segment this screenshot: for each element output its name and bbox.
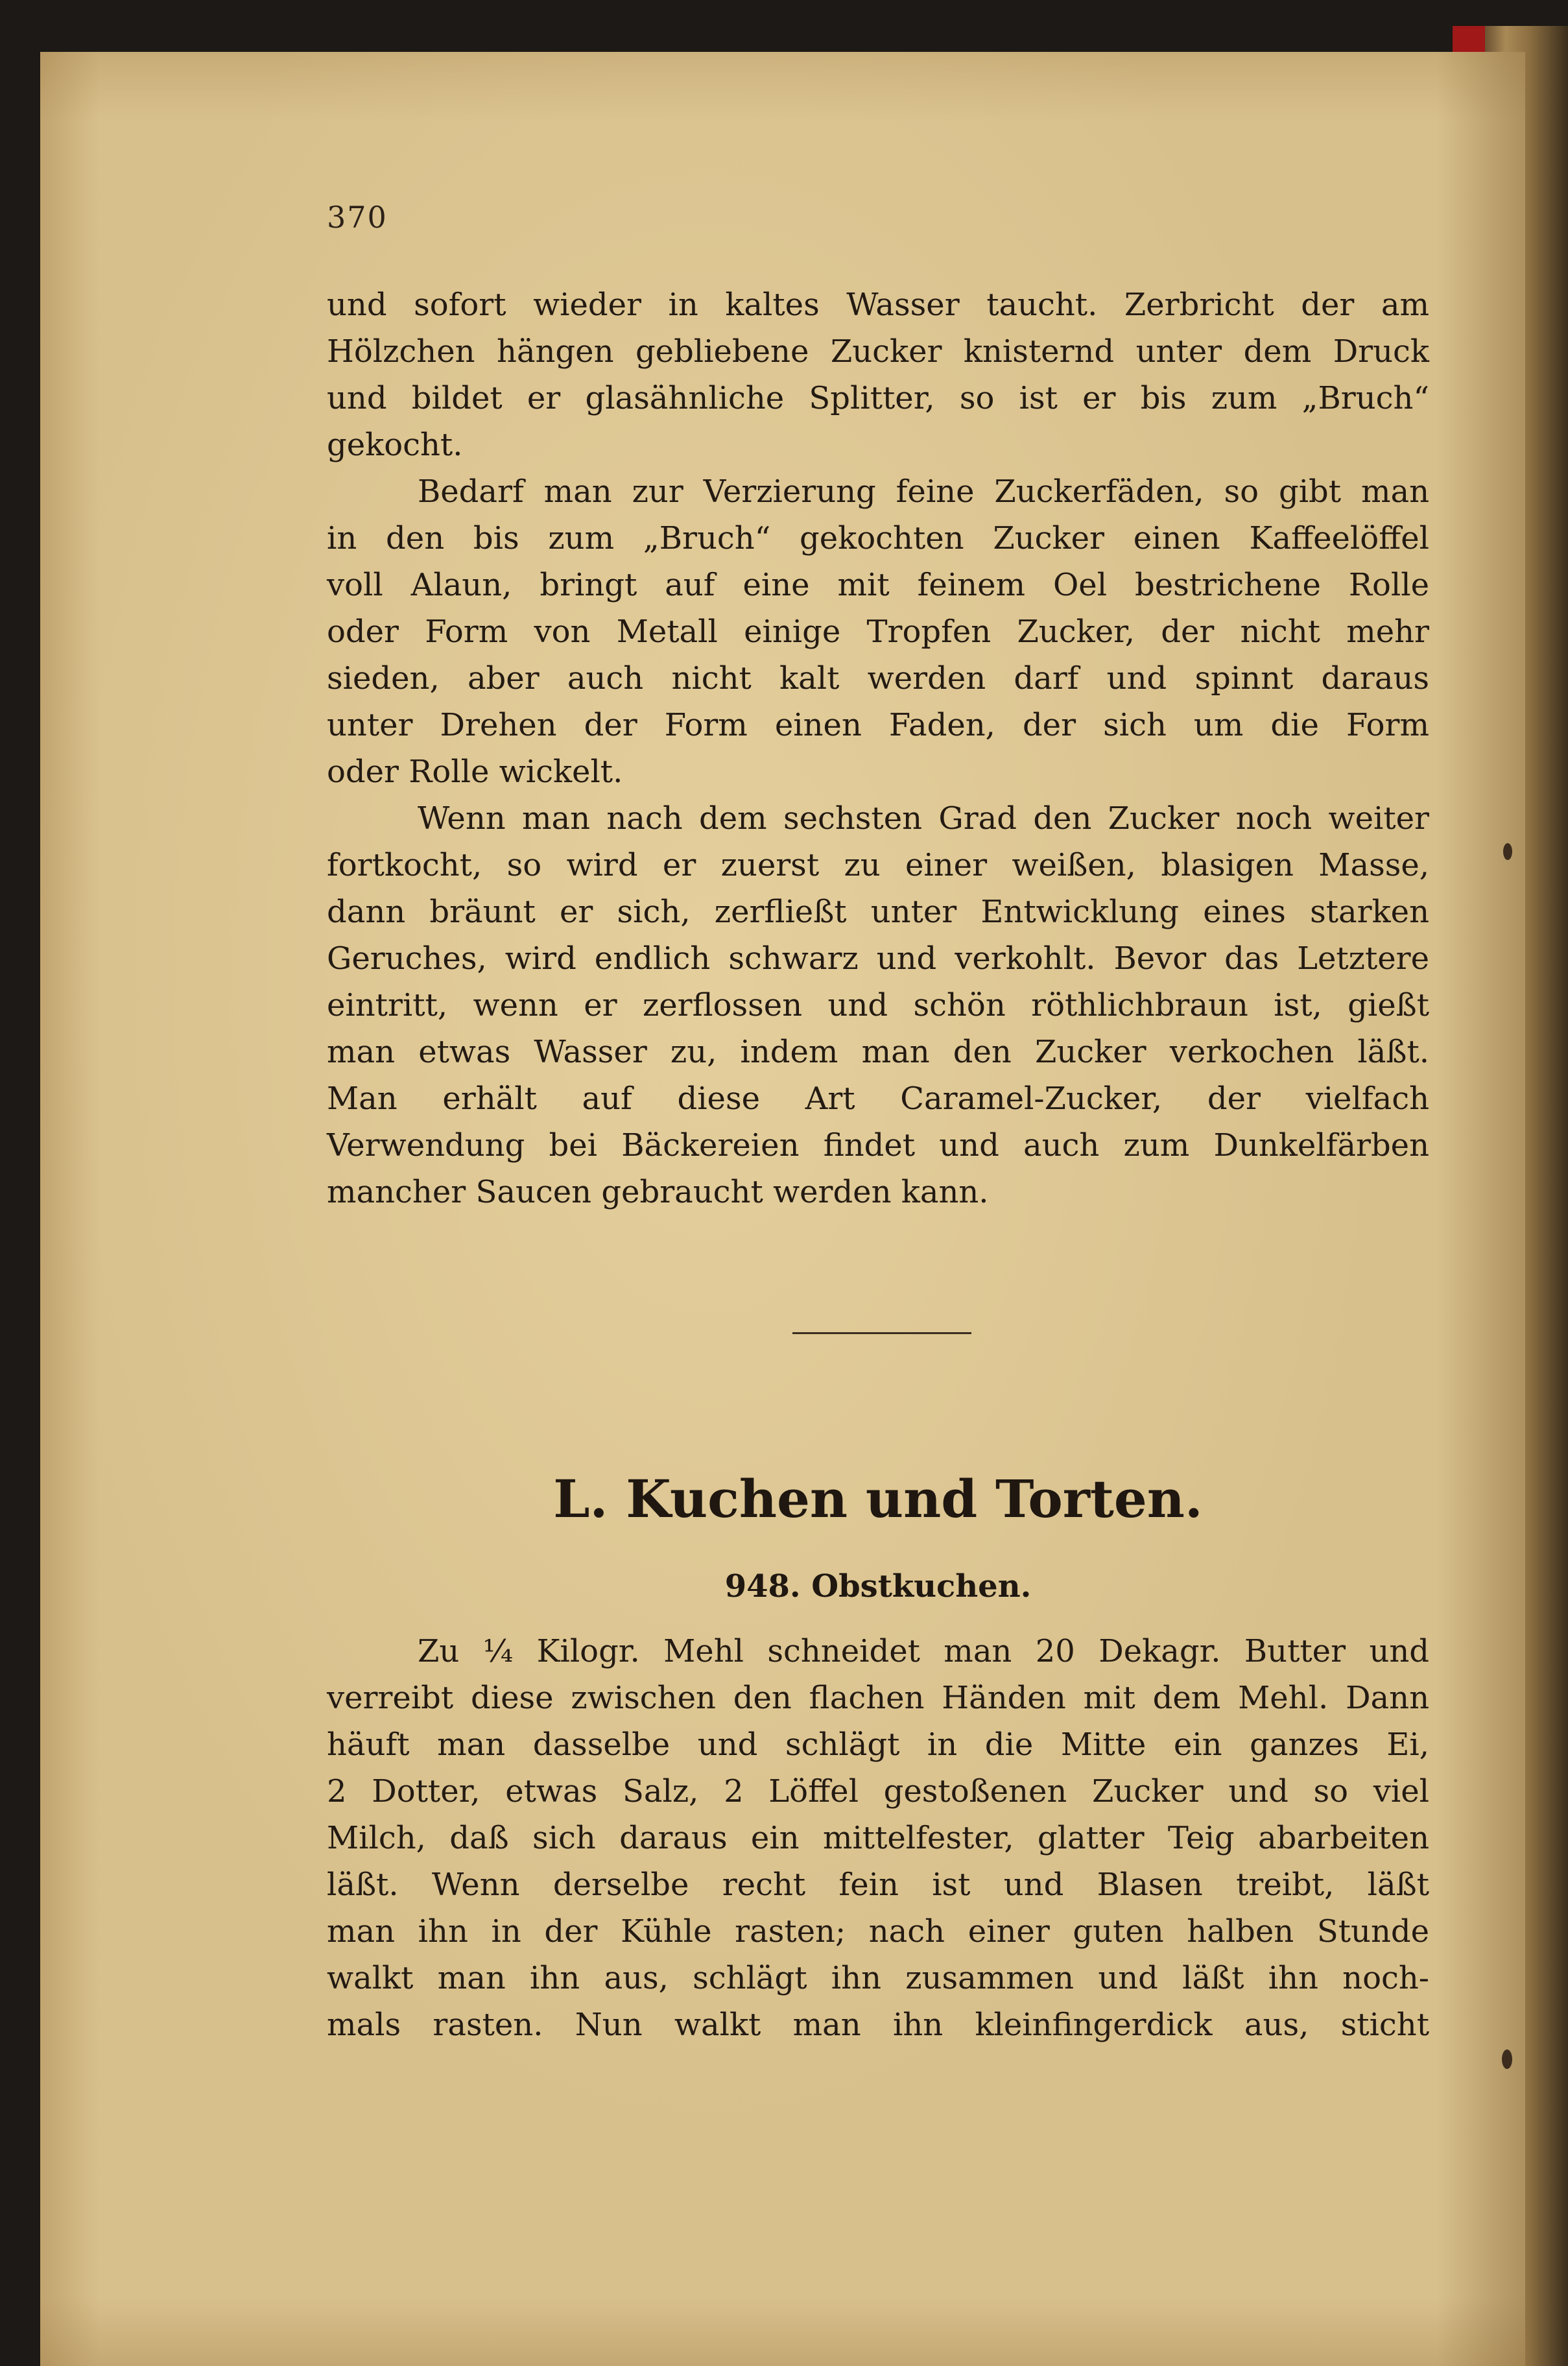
section-separator-rule xyxy=(792,1332,971,1334)
text-line: Milch, daß sich daraus ein mittelfester, glatter Teig abarbeiten xyxy=(327,1820,1429,1856)
text-line: man ihn in der Kühle rasten; nach einer guten halben Stunde xyxy=(327,1913,1429,1950)
text-line: Bedarf man zur Verzierung feine Zuckerfäden, so gibt man xyxy=(418,473,1429,510)
page-number: 370 xyxy=(327,200,388,235)
text-line: mancher Saucen gebraucht werden kann. xyxy=(327,1174,989,1210)
text-line: Zu ¼ Kilogr. Mehl schneidet man 20 Dekagr. Butter und xyxy=(418,1633,1429,1669)
text-block-top xyxy=(327,281,1429,1215)
paper-speck xyxy=(1503,843,1512,860)
text-line: Geruches, wird endlich schwarz und verkohlt. Bevor das Letztere xyxy=(327,940,1429,977)
text-line: unter Drehen der Form einen Faden, der sich um die Form xyxy=(327,707,1429,743)
text-line: eintritt, wenn er zerflossen und schön röthlichbraun ist, gießt xyxy=(327,987,1429,1023)
text-line: walkt man ihn aus, schlägt ihn zusammen und läßt ihn noch- xyxy=(327,1960,1429,1996)
text-line: man etwas Wasser zu, indem man den Zucker verkochen läßt. xyxy=(327,1034,1429,1070)
text-line: Wenn man nach dem sechsten Grad den Zucker noch weiter xyxy=(418,800,1429,837)
text-line: gekocht. xyxy=(327,427,463,463)
section-title: L. Kuchen und Torten. xyxy=(553,1468,1203,1529)
paper-speck xyxy=(1502,2049,1512,2069)
text-line: in den bis zum „Bruch“ gekochten Zucker einen Kaffeelöffel xyxy=(327,520,1429,556)
text-line: läßt. Wenn derselbe recht fein ist und Blasen treibt, läßt xyxy=(327,1867,1429,1903)
text-line: oder Form von Metall einige Tropfen Zucker, der nicht mehr xyxy=(327,614,1429,650)
text-line: dann bräunt er sich, zerfließt unter Entwicklung eines starken xyxy=(327,894,1429,930)
text-block-bottom xyxy=(327,1628,1429,2048)
recipe-title: 948. Obstkuchen. xyxy=(724,1568,1032,1605)
paragraph-1 xyxy=(327,281,1429,468)
paragraph-2 xyxy=(327,468,1429,795)
text-line: fortkocht, so wird er zuerst zu einer weißen, blasigen Masse, xyxy=(327,847,1429,883)
text-line: verreibt diese zwischen den flachen Händen mit dem Mehl. Dann xyxy=(327,1680,1429,1716)
text-line: mals rasten. Nun walkt man ihn kleinfingerdick aus, sticht xyxy=(327,2007,1429,2043)
text-line: und sofort wieder in kaltes Wasser taucht. Zerbricht der am xyxy=(327,287,1429,323)
text-line: häuft man dasselbe und schlägt in die Mitte ein ganzes Ei, xyxy=(327,1727,1429,1763)
paragraph-4 xyxy=(327,1628,1429,2048)
text-line: oder Rolle wickelt. xyxy=(327,754,623,790)
text-line: und bildet er glasähnliche Splitter, so ist er bis zum „Bruch“ xyxy=(327,380,1429,416)
text-line: Hölzchen hängen gebliebene Zucker knisternd unter dem Druck xyxy=(327,333,1429,370)
text-line: sieden, aber auch nicht kalt werden darf und spinnt daraus xyxy=(327,660,1429,697)
paragraph-3 xyxy=(327,795,1429,1215)
text-line: Verwendung bei Bäckereien findet und auch zum Dunkelfärben xyxy=(327,1127,1429,1164)
text-line: Man erhält auf diese Art Caramel-Zucker, der vielfach xyxy=(327,1081,1429,1117)
text-line: 2 Dotter, etwas Salz, 2 Löffel gestoßenen Zucker und so viel xyxy=(327,1773,1429,1810)
text-line: voll Alaun, bringt auf eine mit feinem Oel bestrichene Rolle xyxy=(327,567,1429,603)
